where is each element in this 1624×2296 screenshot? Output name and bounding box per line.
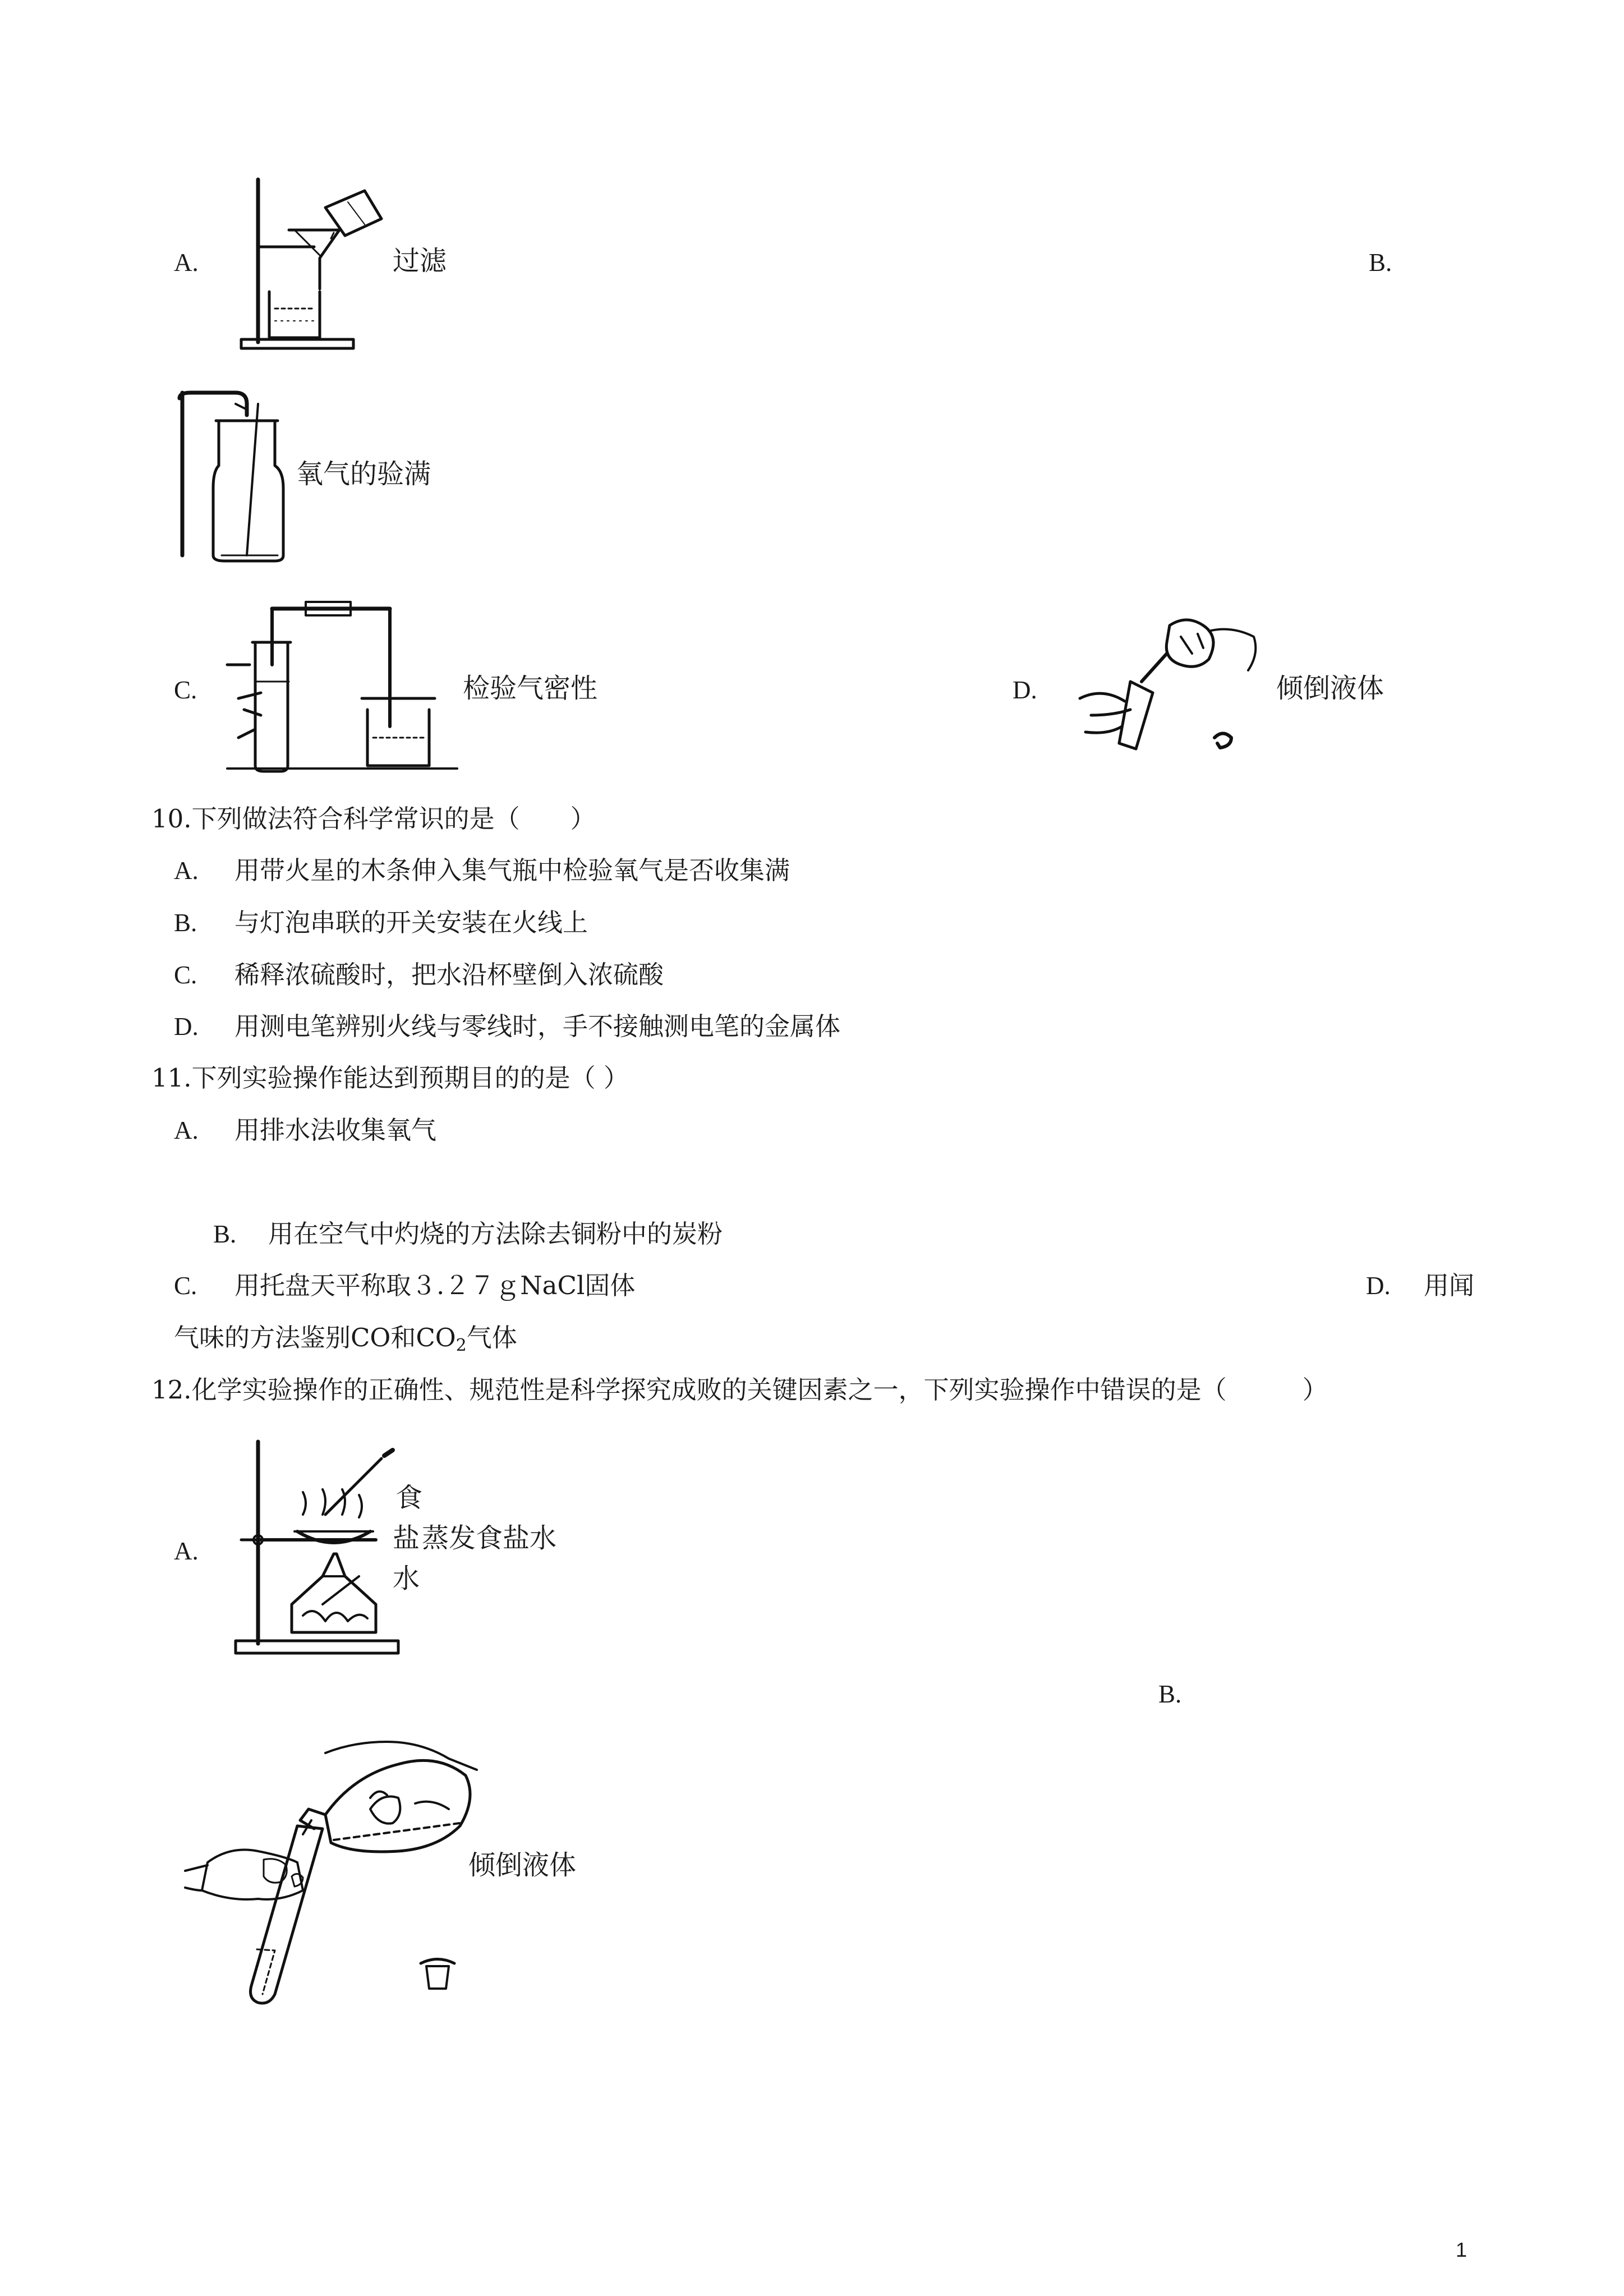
q11-stem: 11.下列实验操作能达到预期目的的是（ ） — [151, 1063, 629, 1093]
airtightness-check-icon — [222, 597, 457, 777]
q12-option-a-overlay-2: 盐 — [393, 1522, 420, 1554]
q10-option-b-text: 与灯泡串联的开关安装在火线上 — [234, 908, 588, 937]
q10-stem: 10.下列做法符合科学常识的是（ ） — [151, 804, 596, 834]
q10-option-c-text: 稀释浓硫酸时，把水沿杯壁倒入浓硫酸 — [234, 960, 664, 990]
q9-option-b-letter: B. — [1369, 249, 1392, 277]
q11-option-c-letter: C. — [174, 1272, 197, 1300]
q9-option-d-caption: 倾倒液体 — [1276, 673, 1384, 704]
q9-option-c-caption: 检验气密性 — [463, 673, 598, 704]
page-number: 1 — [1456, 2238, 1467, 2261]
q9-option-b-caption: 氧气的验满 — [296, 458, 431, 490]
q12-option-b-caption: 倾倒液体 — [468, 1849, 577, 1881]
q11-option-a-text: 用排水法收集氧气 — [234, 1115, 437, 1145]
q10-option-b-letter: B. — [174, 909, 197, 937]
q10-option-c-letter: C. — [174, 961, 197, 989]
q9-option-a-letter: A. — [174, 249, 199, 277]
q12-option-a-overlay-1: 食 — [395, 1482, 423, 1513]
filtration-icon — [236, 174, 393, 353]
q9-option-d-letter: D. — [1013, 676, 1037, 704]
q10-option-d-text: 用测电笔辨别火线与零线时，手不接触测电笔的金属体 — [234, 1011, 841, 1041]
q12-option-a-overlay-3: 水 — [393, 1563, 420, 1594]
q9-option-c-letter: C. — [174, 676, 197, 704]
q10-option-a-text: 用带火星的木条伸入集气瓶中检验氧气是否收集满 — [234, 855, 790, 885]
q12-option-b-letter: B. — [1158, 1680, 1182, 1708]
q11-option-b-letter: B. — [213, 1220, 237, 1248]
q11-option-d-continuation: 气味的方法鉴别CO和$CO_2$气体 — [174, 1323, 517, 1355]
q12-stem: 12.化学实验操作的正确性、规范性是科学探究成败的关键因素之一，下列实验操作中错误的是（ ） — [151, 1375, 1328, 1405]
gas-bottle-test-icon — [168, 387, 309, 567]
q9-option-a-caption: 过滤 — [393, 245, 447, 277]
q11-option-b-text: 用在空气中灼烧的方法除去铜粉中的炭粉 — [268, 1219, 723, 1249]
q11-option-c-text: 用托盘天平称取３.２７ｇNaCl固体 — [234, 1271, 636, 1300]
evaporation-icon — [224, 1436, 415, 1660]
q11-option-d-letter: D. — [1366, 1272, 1391, 1300]
q11-option-d-text: 用闻 — [1424, 1271, 1475, 1300]
q11-option-a-letter: A. — [174, 1116, 199, 1144]
pouring-liquid-sketch-icon — [1069, 603, 1271, 771]
q12-option-a-letter: A. — [174, 1537, 199, 1565]
q10-option-d-letter: D. — [174, 1013, 199, 1041]
pouring-liquid-color-icon — [185, 1731, 510, 2011]
q10-option-a-letter: A. — [174, 857, 199, 885]
q12-option-a-caption: 蒸发食盐水 — [422, 1522, 557, 1554]
